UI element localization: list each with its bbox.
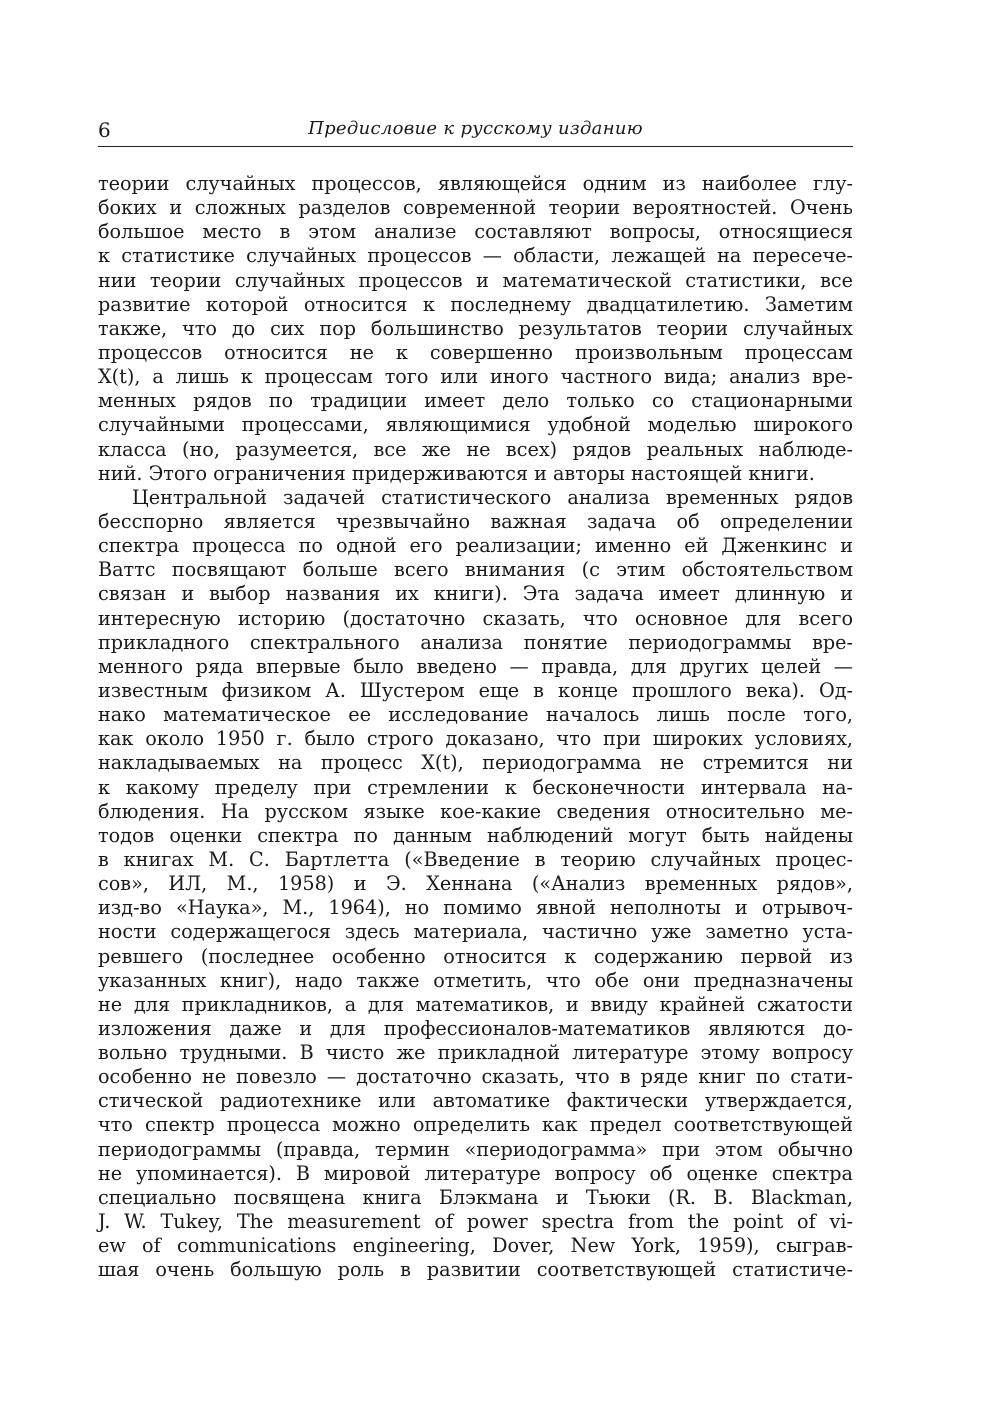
text-line: ний. Этого ограничения придерживаются и авторы настоящей книги.	[98, 461, 815, 485]
text-line: изложения даже и для профессионалов-математиков являются до-	[98, 1016, 853, 1040]
text-line: к какому пределу при стремлении к бесконечности интервала на-	[98, 775, 853, 799]
text-line: периодограммы (правда, термин «периодограмма» при этом обычно	[98, 1137, 853, 1161]
text-line: что спектр процесса можно определить как предел соответствующей	[98, 1113, 853, 1137]
text-line: стической радиотехнике или автоматике фактически утверждается,	[98, 1089, 853, 1113]
text-line: J. W. Tukey, The measurement of power spectra from the point of vi-	[98, 1210, 853, 1234]
text-line: к статистике случайных процессов — области, лежащей на пересече-	[98, 244, 853, 268]
text-line: бесспорно является чрезвычайно важная задача об определении	[98, 509, 853, 533]
paragraph-1	[98, 172, 853, 486]
text-line: накладываемых на процесс X(t), периодограмма не стремится ни	[98, 751, 853, 775]
page-header	[98, 114, 853, 144]
page-number: 6	[98, 118, 111, 142]
text-line: не упоминается). В мировой литературе вопросу об оценке спектра	[98, 1161, 853, 1185]
text-line: изд-во «Наука», М., 1964), но помимо явной неполноты и отрывоч-	[98, 896, 853, 920]
text-line: процессов относится не к совершенно произвольным процессам	[98, 340, 853, 364]
text-line: Центральной задачей статистического анализа временных рядов	[132, 485, 853, 509]
text-line: большое место в этом анализе составляют вопросы, относящиеся	[98, 220, 853, 244]
text-line: случайными процессами, являющимися удобной моделью широкого	[98, 413, 853, 437]
text-line: в книгах М. С. Бартлетта («Введение в теорию случайных процес-	[98, 847, 853, 871]
text-line: особенно не повезло — достаточно сказать, что в ряде книг по стати-	[98, 1065, 853, 1089]
text-line: прикладного спектрального анализа понятие периодограммы вре-	[98, 630, 853, 654]
text-line: класса (но, разумеется, все же не всех) рядов реальных наблюде-	[98, 437, 853, 461]
text-line: сов», ИЛ, М., 1958) и Э. Хеннана («Анализ временных рядов»,	[98, 872, 853, 896]
text-line: менных рядов по традиции имеет дело только со стационарными	[98, 389, 853, 413]
text-line: вольно трудными. В чисто же прикладной литературе этому вопросу	[98, 1041, 853, 1065]
text-line: известным физиком А. Шустером еще в конце прошлого века). Од-	[98, 678, 853, 702]
text-line: развитие которой относится к последнему двадцатилетию. Заметим	[98, 292, 853, 316]
text-line: нако математическое ее исследование началось лишь после того,	[98, 703, 853, 727]
text-line: блюдения. На русском языке кое-какие сведения относительно ме-	[98, 799, 853, 823]
text-line: указанных книг), надо также отметить, что обе они предназначены	[98, 968, 853, 992]
text-line: теории случайных процессов, являющейся одним из наиболее глу-	[98, 172, 853, 195]
text-line: связан и выбор названия их книги). Эта задача имеет длинную и	[98, 582, 853, 606]
text-line: спектра процесса по одной его реализации; именно ей Дженкинс и	[98, 534, 853, 558]
text-line: менного ряда впервые было введено — правда, для других целей —	[98, 654, 853, 678]
text-line: шая очень большую роль в развитии соответствующей статистиче-	[98, 1258, 853, 1282]
text-line: интересную историю (достаточно сказать, что основное для всего	[98, 606, 853, 630]
text-line: боких и сложных разделов современной теории вероятностей. Очень	[98, 196, 853, 220]
text-line: как около 1950 г. было строго доказано, что при широких условиях,	[98, 727, 853, 751]
paragraph-2	[98, 486, 853, 1283]
text-line: ew of communications engineering, Dover, New York, 1959), сыграв-	[98, 1234, 853, 1258]
text-line: Ваттс посвящают больше всего внимания (с этим обстоятельством	[98, 558, 853, 582]
text-line: ревшего (последнее особенно относится к содержанию первой из	[98, 944, 853, 968]
text-line: ности содержащегося здесь материала, частично уже заметно уста-	[98, 920, 853, 944]
text-line: X(t), а лишь к процессам того или иного частного вида; анализ вре-	[98, 365, 853, 389]
text-line: специально посвящена книга Блэкмана и Тьюки (R. B. Blackman,	[98, 1185, 853, 1209]
header-rule	[98, 146, 853, 147]
text-line: не для прикладников, а для математиков, и ввиду крайней сжатости	[98, 992, 853, 1016]
text-line: тодов оценки спектра по данным наблюдений могут быть найдены	[98, 823, 853, 847]
text-line: также, что до сих пор большинство результатов теории случайных	[98, 316, 853, 340]
text-line: нии теории случайных процессов и математической статистики, все	[98, 268, 853, 292]
body-text	[98, 172, 853, 1282]
running-head: Предисловие к русскому изданию	[308, 118, 643, 139]
